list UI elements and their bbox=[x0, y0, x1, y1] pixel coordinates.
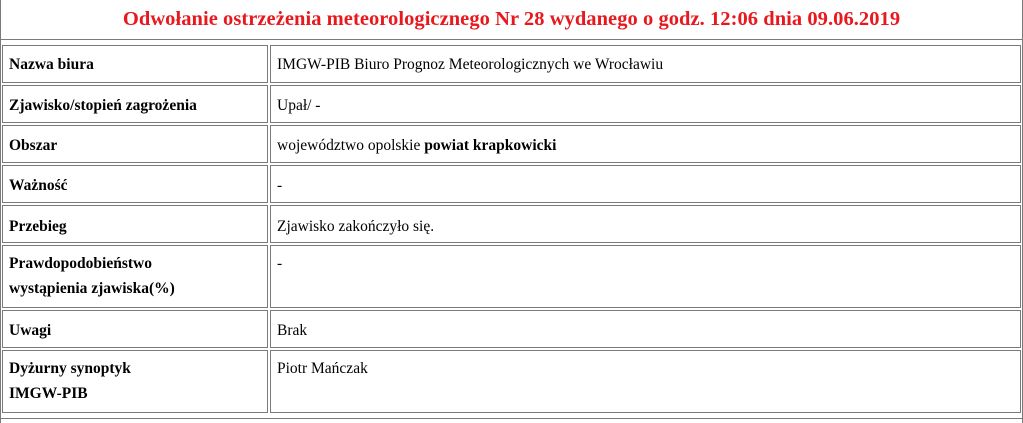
table-row-validity bbox=[2, 165, 1021, 203]
row-label-validity: Ważność bbox=[2, 165, 268, 203]
row-label-forecaster bbox=[2, 350, 268, 413]
row-value-forecaster: Piotr Mańczak bbox=[270, 350, 1021, 413]
row-label-probability bbox=[2, 245, 268, 308]
row-label-office: Nazwa biura bbox=[2, 45, 268, 83]
forecaster-label-line1: Dyżurny synoptyk bbox=[9, 360, 131, 377]
row-value-remarks: Brak bbox=[270, 310, 1021, 348]
table-row-remarks bbox=[2, 310, 1021, 348]
table-row-office bbox=[2, 45, 1021, 83]
table-row-area bbox=[2, 125, 1021, 163]
table-row-phenomenon bbox=[2, 85, 1021, 123]
warning-header bbox=[1, 0, 1022, 40]
row-value-course: Zjawisko zakończyło się. bbox=[270, 205, 1021, 243]
warning-details-table bbox=[0, 43, 1023, 415]
area-voivodeship: województwo opolskie bbox=[277, 137, 425, 154]
row-label-area: Obszar bbox=[2, 125, 268, 163]
next-row-edge bbox=[0, 418, 1023, 423]
page-title: Odwołanie ostrzeżenia meteorologicznego Nr 28 wydanego o godz. 12:06 dnia 09.06.2019 bbox=[122, 8, 901, 30]
row-value-area bbox=[270, 125, 1021, 163]
row-label-remarks: Uwagi bbox=[2, 310, 268, 348]
table-row-forecaster bbox=[2, 350, 1021, 413]
forecaster-label-line2: IMGW-PIB bbox=[9, 385, 88, 402]
row-label-course: Przebieg bbox=[2, 205, 268, 243]
row-value-probability: - bbox=[270, 245, 1021, 308]
row-value-phenomenon: Upał/ - bbox=[270, 85, 1021, 123]
table-row-course bbox=[2, 205, 1021, 243]
table-row-probability bbox=[2, 245, 1021, 308]
row-label-phenomenon: Zjawisko/stopień zagrożenia bbox=[2, 85, 268, 123]
probability-label-line2: wystąpienia zjawiska(%) bbox=[9, 280, 175, 297]
area-county: powiat krapkowicki bbox=[424, 137, 557, 154]
row-value-validity: - bbox=[270, 165, 1021, 203]
probability-label-line1: Prawdopodobieństwo bbox=[9, 255, 152, 272]
row-value-office: IMGW-PIB Biuro Prognoz Meteorologicznych we Wrocławiu bbox=[270, 45, 1021, 83]
